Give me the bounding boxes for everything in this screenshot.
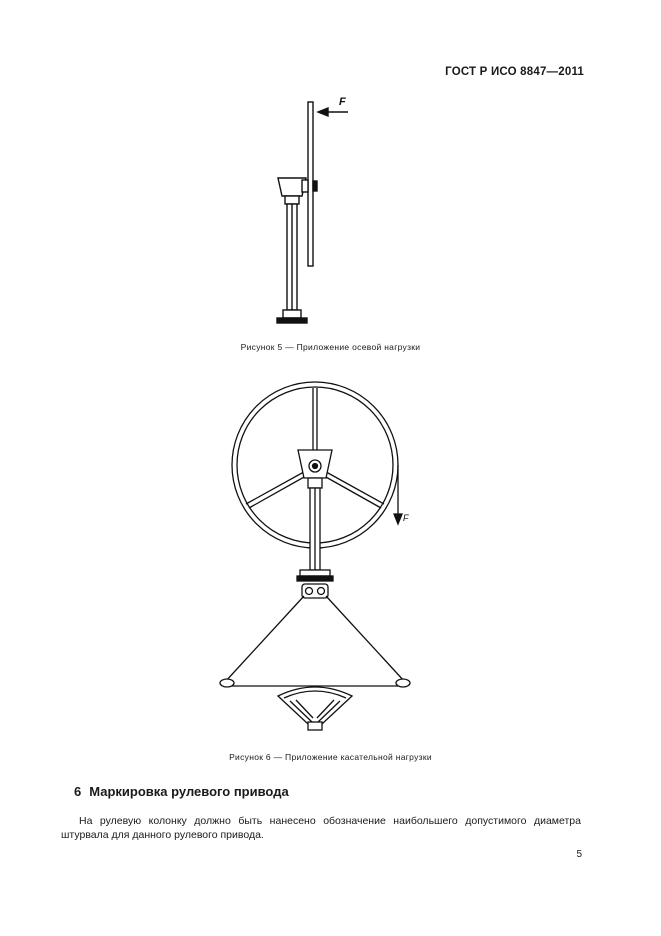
section-number: 6	[74, 784, 82, 799]
figure-6-caption: Рисунок 6 — Приложение касательной нагрузки	[229, 752, 432, 762]
figure-5-caption: Рисунок 5 — Приложение осевой нагрузки	[240, 342, 421, 352]
section-title: Маркировка рулевого привода	[89, 784, 289, 799]
page-number: 5	[576, 849, 582, 860]
section-heading	[74, 784, 289, 799]
figure-6-force-label: F	[403, 513, 409, 523]
standard-number: ГОСТ Р ИСО 8847—2011	[445, 66, 584, 78]
figure-5-axial-load-drawing	[250, 88, 390, 333]
section-paragraph: На рулевую колонку должно быть нанесено обозначение наибольшего допустимого диаметра штурвала для данного рулевого привода.	[61, 815, 581, 841]
figure-5-force-label: F	[339, 96, 346, 108]
figure-6-tangential-load-drawing	[200, 378, 440, 748]
